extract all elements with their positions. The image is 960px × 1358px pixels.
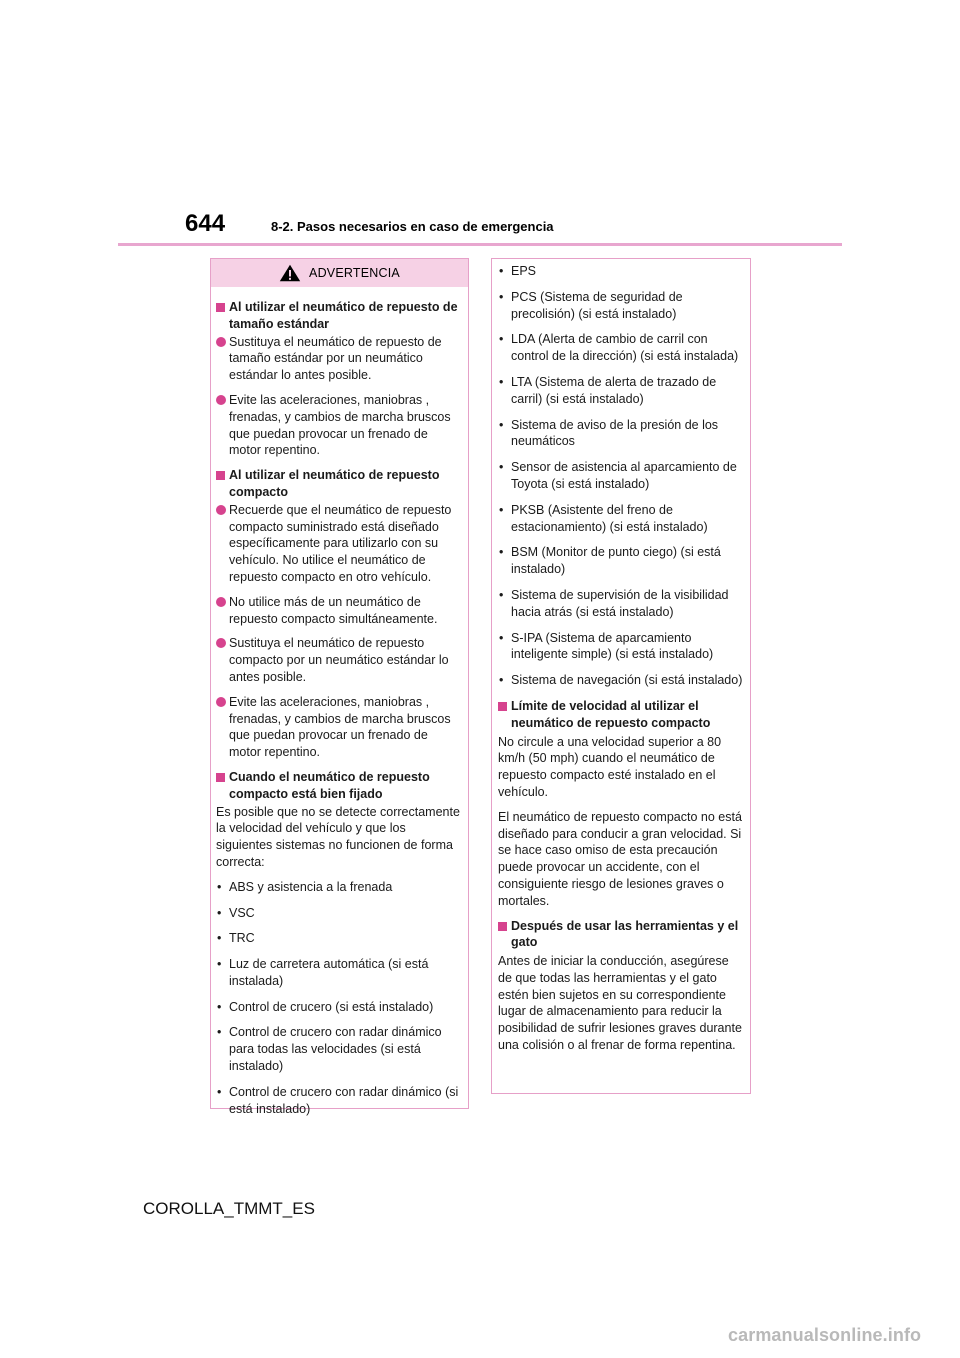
- watermark: carmanualsonline.info: [728, 1325, 922, 1345]
- section-title: 8-2. Pasos necesarios en caso de emergencia: [271, 219, 554, 234]
- system-list-item: • TRC: [216, 930, 461, 947]
- warning-paragraph: Es posible que no se detecte correctamente la velocidad del vehículo y que los siguientes sistemas no funcionen de forma correcta:: [216, 804, 460, 869]
- warning-bullet: Evite las aceleraciones, maniobras , frenadas, y cambios de marcha bruscos que puedan provocar un frenado de motor repentino.: [216, 694, 461, 761]
- system-list-item: • EPS: [498, 263, 743, 280]
- after-tools-heading: Después de usar las herramientas y el gato: [498, 918, 743, 952]
- system-list-item: • BSM (Monitor de punto ciego) (si está instalado): [498, 544, 743, 578]
- warning-heading: Al utilizar el neumático de repuesto de tamaño estándar: [216, 299, 461, 333]
- warning-header: [211, 259, 468, 287]
- system-list-item: • Control de crucero (si está instalado): [216, 999, 461, 1016]
- document-id: COROLLA_TMMT_ES: [143, 1199, 315, 1218]
- warning-heading: Cuando el neumático de repuesto compacto está bien fijado: [216, 769, 461, 803]
- system-list-item: • ABS y asistencia a la frenada: [216, 879, 461, 896]
- speed-limit-heading: Límite de velocidad al utilizar el neumático de repuesto compacto: [498, 698, 743, 732]
- warning-bullet: Recuerde que el neumático de repuesto compacto suministrado está diseñado específicamente para utilizarlo con su vehículo. No utilice el neumático de repuesto compacto en otro vehículo.: [216, 502, 461, 586]
- system-list-item: • Sistema de navegación (si está instalado): [498, 672, 743, 689]
- warning-bullet: No utilice más de un neumático de repuesto compacto simultáneamente.: [216, 594, 461, 628]
- system-list-item: • Luz de carretera automática (si está instalada): [216, 956, 461, 990]
- high-speed-paragraph: El neumático de repuesto compacto no está diseñado para conducir a gran velocidad. Si se hace caso omiso de esta precaución puede provocar un accidente, con el consiguiente riesgo de lesiones graves o mortales.: [498, 809, 742, 908]
- system-list-item: • PCS (Sistema de seguridad de precolisión) (si está instalado): [498, 289, 743, 323]
- warning-bullet: Evite las aceleraciones, maniobras , frenadas, y cambios de marcha bruscos que puedan provocar un frenado de motor repentino.: [216, 392, 461, 459]
- warning-box: [210, 258, 469, 1116]
- system-list-item: • Sistema de supervisión de la visibilidad hacia atrás (si está instalado): [498, 587, 743, 621]
- speed-limit-paragraph: No circule a una velocidad superior a 80 km/h (50 mph) cuando el neumático de repuesto compacto esté instalado en el vehículo.: [498, 734, 722, 799]
- system-list-item: • VSC: [216, 905, 461, 922]
- system-list-item: • LDA (Alerta de cambio de carril con control de la dirección) (si está instalada): [498, 331, 743, 365]
- warning-bullet: Sustituya el neumático de repuesto de tamaño estándar por un neumático estándar lo antes posible.: [216, 334, 461, 384]
- system-list-item: • Control de crucero con radar dinámico (si está instalado): [216, 1084, 461, 1118]
- system-list-item: • Sistema de aviso de la presión de los neumáticos: [498, 417, 743, 451]
- system-list-item: • Control de crucero con radar dinámico para todas las velocidades (si está instalado): [216, 1024, 461, 1074]
- system-list-item: • PKSB (Asistente del freno de estacionamiento) (si está instalado): [498, 502, 743, 536]
- warning-bullet: Sustituya el neumático de repuesto compacto por un neumático estándar lo antes posible.: [216, 635, 461, 685]
- system-list-item: • S-IPA (Sistema de aparcamiento inteligente simple) (si está instalado): [498, 630, 743, 664]
- header-rule: [118, 243, 842, 246]
- system-list-item: • Sensor de asistencia al aparcamiento de Toyota (si está instalado): [498, 459, 743, 493]
- warning-heading: Al utilizar el neumático de repuesto compacto: [216, 467, 461, 501]
- warning-title: ADVERTENCIA: [309, 266, 400, 280]
- system-list-item: • LTA (Sistema de alerta de trazado de carril) (si está instalado): [498, 374, 743, 408]
- warning-triangle-icon: [279, 264, 301, 282]
- warning-body: [211, 287, 468, 1132]
- page-number: 644: [185, 210, 226, 237]
- after-tools-paragraph: Antes de iniciar la conducción, asegúrese de que todas las herramientas y el gato estén bien sujetos en su correspondiente lugar de almacenamiento para reducir la posibilidad de sufrir lesiones graves durante una colisión o al frenar de forma repentina.: [498, 954, 742, 1053]
- continuation-box: [491, 258, 751, 1094]
